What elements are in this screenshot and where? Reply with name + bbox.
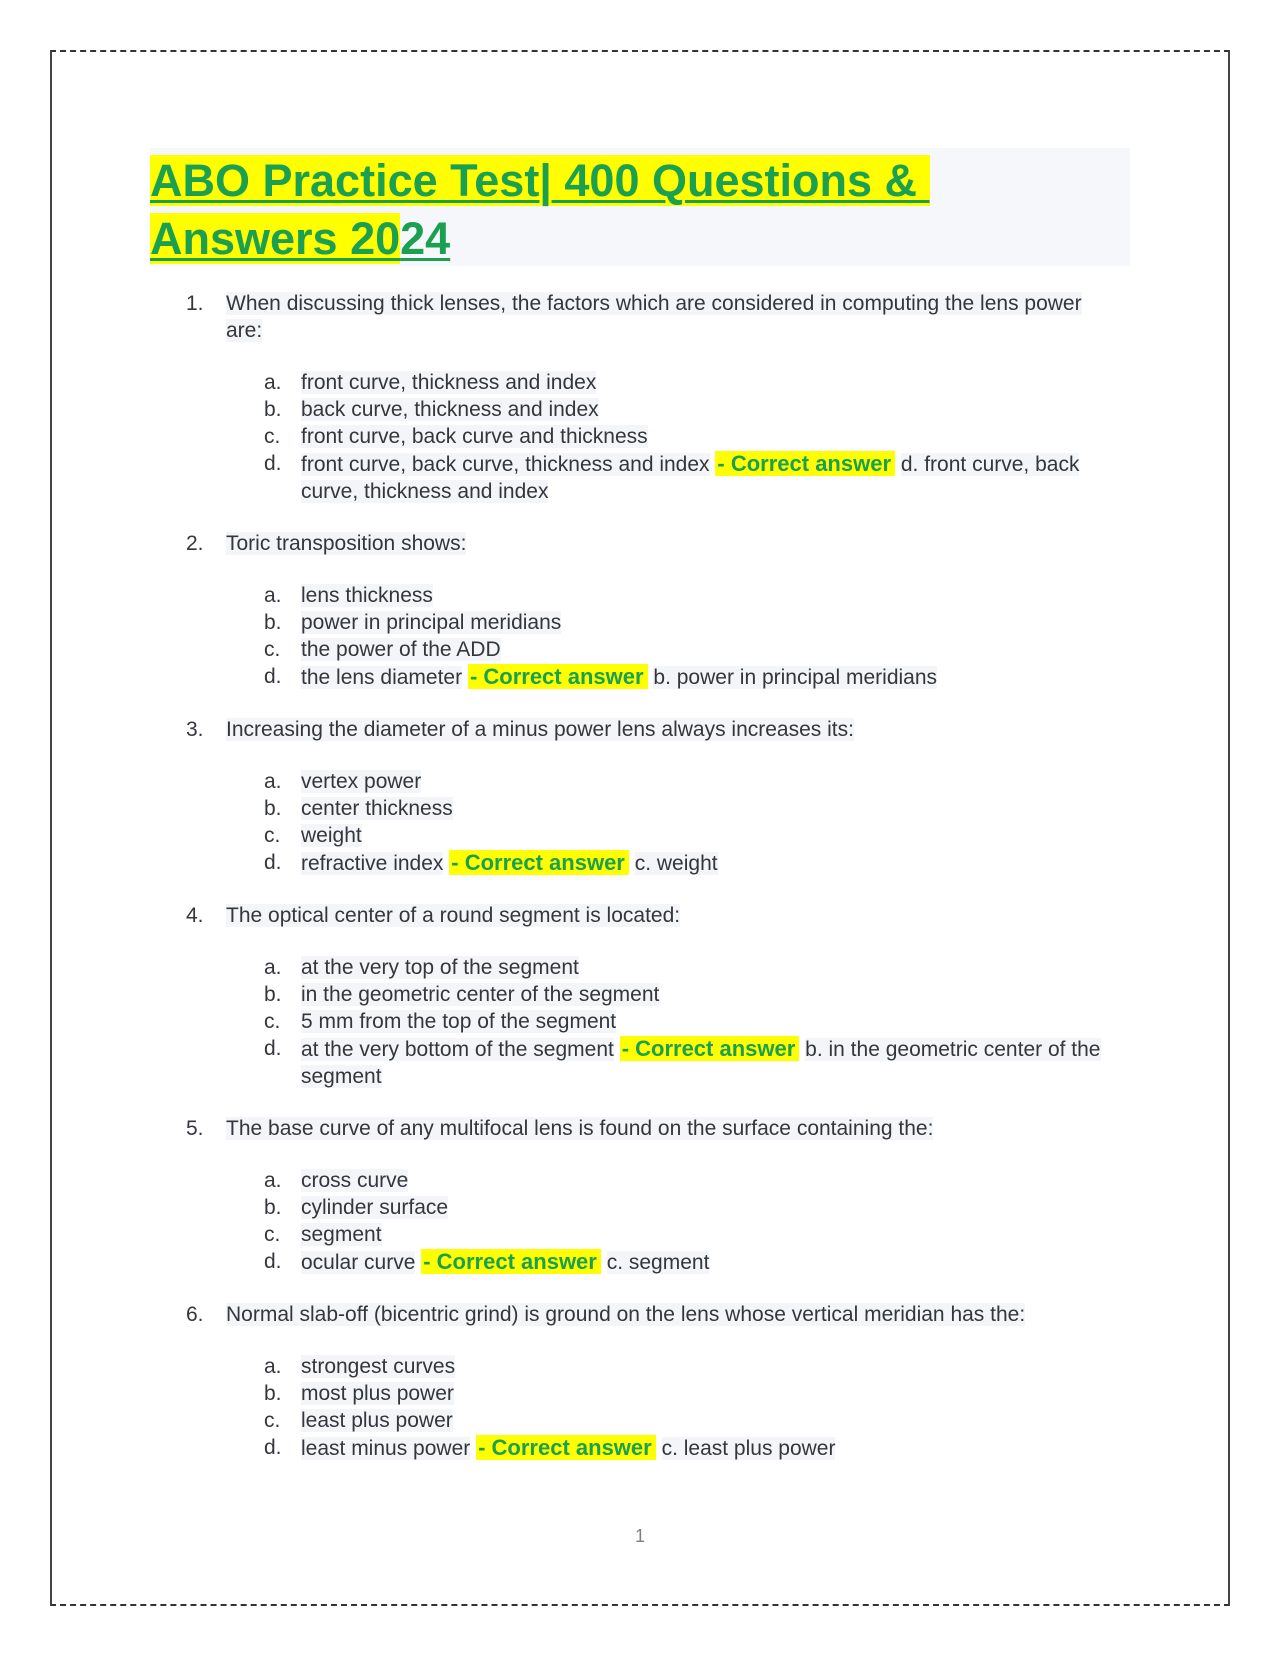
- question-item: [150, 530, 1130, 691]
- option-label: c.: [264, 638, 281, 661]
- option-text-block: [301, 582, 1121, 609]
- option-text: weight: [301, 824, 362, 847]
- option-text: power in principal meridians: [301, 611, 562, 634]
- correct-answer-marker: - Correct answer: [620, 1036, 800, 1061]
- option-text: front curve, back curve, thickness and index: [301, 453, 710, 476]
- option-text: cylinder surface: [301, 1196, 449, 1219]
- option-text-block: [301, 396, 1121, 423]
- option-text: refractive index: [301, 852, 444, 875]
- option-label: c.: [264, 1223, 281, 1246]
- option-list: [150, 1167, 1130, 1276]
- option-label: a.: [264, 1169, 282, 1192]
- option-text: front curve, thickness and index: [301, 371, 597, 394]
- question-number: 2.: [186, 532, 204, 555]
- option-text-block: [301, 1434, 1121, 1462]
- question-text-block: [226, 290, 1106, 344]
- option-text: the lens diameter: [301, 666, 463, 689]
- correct-answer-marker: - Correct answer: [421, 1249, 601, 1274]
- answer-text: b. power in principal meridians: [653, 666, 938, 689]
- option-text-block: [301, 423, 1121, 450]
- option-item: [150, 849, 1130, 877]
- option-text: segment: [301, 1223, 382, 1246]
- option-text: ocular curve: [301, 1251, 416, 1274]
- option-text-block: [301, 1380, 1121, 1407]
- option-text: strongest curves: [301, 1355, 456, 1378]
- option-text-block: [301, 981, 1121, 1008]
- option-text: least minus power: [301, 1437, 471, 1460]
- option-item: [150, 1353, 1130, 1380]
- option-item: [150, 981, 1130, 1008]
- option-text-block: [301, 663, 1121, 691]
- answer-text: d. front curve, back curve, thickness and index: [301, 453, 1080, 503]
- option-item: [150, 663, 1130, 691]
- option-item: [150, 609, 1130, 636]
- question-text: When discussing thick lenses, the factors which are considered in computing the lens power are:: [226, 292, 1082, 342]
- option-label: d.: [264, 1250, 282, 1273]
- option-text-block: [301, 369, 1121, 396]
- option-item: [150, 1221, 1130, 1248]
- option-label: c.: [264, 1409, 281, 1432]
- question-text: Normal slab-off (bicentric grind) is ground on the lens whose vertical meridian has the:: [226, 1303, 1026, 1326]
- correct-answer-marker: - Correct answer: [476, 1435, 656, 1460]
- question-item: [150, 1301, 1130, 1462]
- option-item: [150, 822, 1130, 849]
- option-item: [150, 396, 1130, 423]
- option-list: [150, 582, 1130, 691]
- option-label: c.: [264, 1010, 281, 1033]
- question-list: [150, 290, 1130, 1487]
- option-text-block: [301, 795, 1121, 822]
- option-label: b.: [264, 398, 282, 421]
- option-text: in the geometric center of the segment: [301, 983, 660, 1006]
- option-text: center thickness: [301, 797, 453, 820]
- question-text-block: [226, 902, 1106, 929]
- option-label: d.: [264, 851, 282, 874]
- question-text: Increasing the diameter of a minus power lens always increases its:: [226, 718, 854, 741]
- option-text: vertex power: [301, 770, 422, 793]
- option-item: [150, 1194, 1130, 1221]
- option-text-block: [301, 1221, 1121, 1248]
- correct-answer-marker: - Correct answer: [468, 664, 648, 689]
- option-list: [150, 768, 1130, 877]
- option-item: [150, 423, 1130, 450]
- option-list: [150, 369, 1130, 505]
- question-number: 3.: [186, 718, 204, 741]
- option-item: [150, 1008, 1130, 1035]
- option-text-block: [301, 849, 1121, 877]
- option-text: the power of the ADD: [301, 638, 501, 661]
- option-item: [150, 1248, 1130, 1276]
- question-item: [150, 1115, 1130, 1276]
- option-text-block: [301, 822, 1121, 849]
- question-text-block: [226, 530, 1106, 557]
- option-label: a.: [264, 584, 282, 607]
- option-item: [150, 1035, 1130, 1090]
- option-text: front curve, back curve and thickness: [301, 425, 648, 448]
- option-label: d.: [264, 665, 282, 688]
- option-label: b.: [264, 983, 282, 1006]
- option-item: [150, 954, 1130, 981]
- option-text: at the very bottom of the segment: [301, 1038, 614, 1061]
- question-number: 1.: [186, 292, 204, 315]
- option-text: back curve, thickness and index: [301, 398, 599, 421]
- question-item: [150, 716, 1130, 877]
- option-item: [150, 1434, 1130, 1462]
- option-label: d.: [264, 1037, 282, 1060]
- option-text-block: [301, 609, 1121, 636]
- option-label: b.: [264, 611, 282, 634]
- option-label: b.: [264, 797, 282, 820]
- option-item: [150, 369, 1130, 396]
- option-label: c.: [264, 425, 281, 448]
- question-text-block: [226, 716, 1106, 743]
- option-item: [150, 1167, 1130, 1194]
- correct-answer-marker: - Correct answer: [715, 451, 895, 476]
- option-text-block: [301, 1353, 1121, 1380]
- option-item: [150, 768, 1130, 795]
- option-item: [150, 1407, 1130, 1434]
- option-text-block: [301, 954, 1121, 981]
- option-label: d.: [264, 452, 282, 475]
- question-number: 5.: [186, 1117, 204, 1140]
- option-text-block: [301, 1008, 1121, 1035]
- option-text-block: [301, 450, 1121, 505]
- document-title-line-1: [150, 154, 930, 208]
- option-label: c.: [264, 824, 281, 847]
- option-label: b.: [264, 1196, 282, 1219]
- question-text: The base curve of any multifocal lens is found on the surface containing the:: [226, 1117, 934, 1140]
- answer-text: b. in the geometric center of the segment: [301, 1038, 1101, 1088]
- document-title-line-2: [150, 212, 450, 266]
- option-item: [150, 582, 1130, 609]
- option-item: [150, 1380, 1130, 1407]
- option-label: d.: [264, 1436, 282, 1459]
- option-text-block: [301, 1035, 1121, 1090]
- page-number: 1: [634, 1526, 645, 1546]
- option-list: [150, 954, 1130, 1090]
- title-line-2-highlighted: Answers 20: [150, 213, 401, 264]
- option-label: a.: [264, 371, 282, 394]
- question-text: The optical center of a round segment is located:: [226, 904, 681, 927]
- question-text-block: [226, 1301, 1106, 1328]
- option-label: a.: [264, 956, 282, 979]
- option-label: b.: [264, 1382, 282, 1405]
- option-text: 5 mm from the top of the segment: [301, 1010, 617, 1033]
- answer-text: c. segment: [606, 1251, 710, 1274]
- title-line-1-text: ABO Practice Test| 400 Questions &: [150, 155, 930, 206]
- question-number: 6.: [186, 1303, 204, 1326]
- question-number: 4.: [186, 904, 204, 927]
- option-text-block: [301, 1407, 1121, 1434]
- option-text-block: [301, 1194, 1121, 1221]
- question-item: [150, 290, 1130, 505]
- option-text-block: [301, 1167, 1121, 1194]
- question-text-block: [226, 1115, 1106, 1142]
- option-text: at the very top of the segment: [301, 956, 579, 979]
- option-text: least plus power: [301, 1409, 453, 1432]
- answer-text: c. least plus power: [661, 1437, 836, 1460]
- answer-text: c. weight: [634, 852, 718, 875]
- option-text: cross curve: [301, 1169, 409, 1192]
- option-item: [150, 450, 1130, 505]
- question-item: [150, 902, 1130, 1090]
- option-text-block: [301, 768, 1121, 795]
- option-item: [150, 636, 1130, 663]
- option-label: a.: [264, 770, 282, 793]
- option-item: [150, 795, 1130, 822]
- option-text: most plus power: [301, 1382, 454, 1405]
- question-text: Toric transposition shows:: [226, 532, 467, 555]
- option-text-block: [301, 636, 1121, 663]
- option-text: lens thickness: [301, 584, 433, 607]
- option-text-block: [301, 1248, 1121, 1276]
- option-label: a.: [264, 1355, 282, 1378]
- title-line-2-rest: 24: [400, 213, 451, 264]
- correct-answer-marker: - Correct answer: [449, 850, 629, 875]
- option-list: [150, 1353, 1130, 1462]
